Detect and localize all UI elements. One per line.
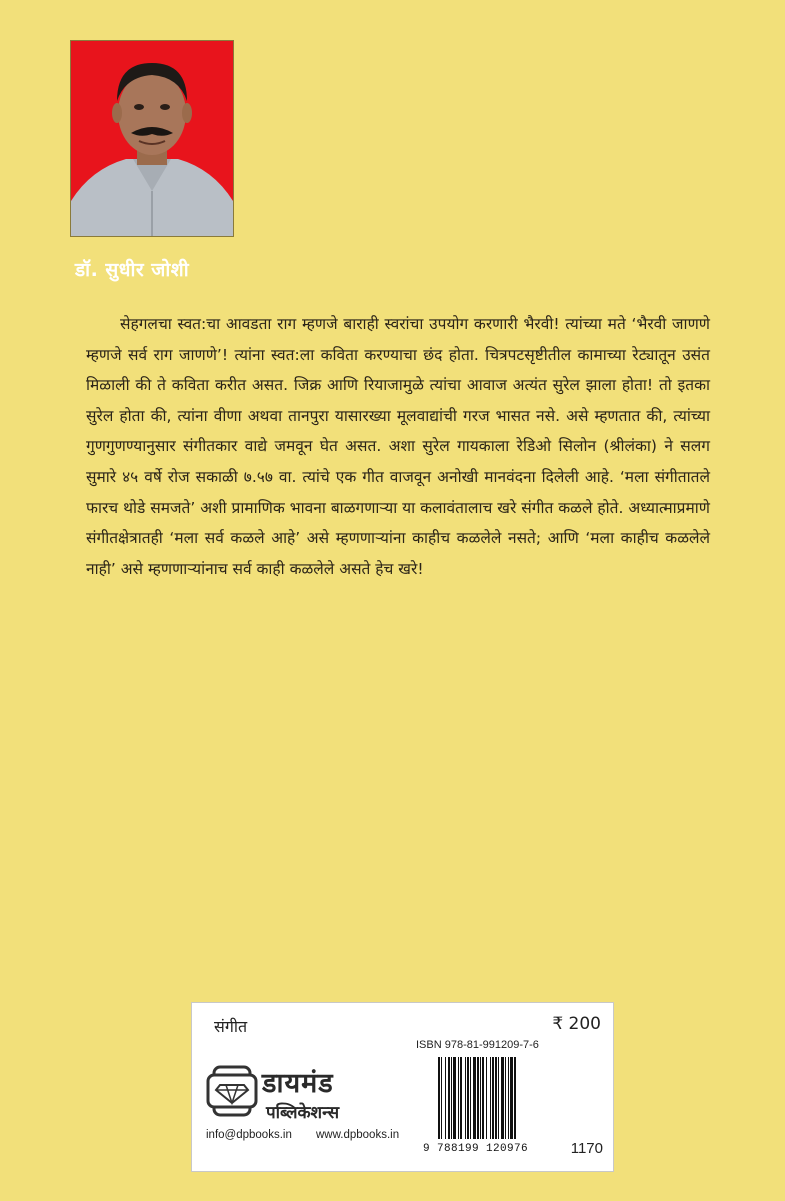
book-code: 1170 [570, 1140, 603, 1157]
isbn-barcode [436, 1055, 548, 1141]
info-box [191, 1002, 614, 1172]
isbn-label: ISBN 978-81-991209-7-6 [416, 1039, 539, 1051]
back-cover-blurb [86, 309, 710, 584]
category-label: संगीत [214, 1017, 248, 1036]
publisher-website: www.dpbooks.in [316, 1129, 400, 1141]
publisher-name-line2: पब्लिकेशन्स [266, 1103, 340, 1123]
author-photo [70, 40, 234, 237]
price-label: ₹ 200 [552, 1014, 601, 1034]
publisher-email: info@dpbooks.in [206, 1129, 292, 1141]
author-name: डॉ. सुधीर जोशी [75, 259, 190, 281]
blurb-paragraph: सेहगलचा स्वत:चा आवडता राग म्हणजे बाराही स्वरांचा उपयोग करणारी भैरवी! त्यांच्या मते ‘भैरवी जाणणे म्हणजे सर्व राग जाणणे’! त्यांना स्वत:ला कविता करण्याचा छंद होता. चित्रपटसृष्टीतील कामाच्या रेट्यातून उसंत मिळाली की ते कविता करीत असत. जिक्र आणि रियाजामुळे त्यांचा आवाज अत्यंत सुरेल झाला होता! तो इतका सुरेल होता की, त्यांना वीणा अथवा तानपुरा यासारख्या मूलवाद्यांची गरज भासत नसे. असे म्हणतात की, त्यांच्या गुणगुणण्यानुसार संगीतकार वाद्ये जमवून घेत असत. अशा सुरेल गायकाला रेडिओ सिलोन (श्रीलंका) ने सलग सुमारे ४५ वर्षे रोज सकाळी ७.५७ वा. त्यांचे एक गीत वाजवून अनोखी मानवंदना दिलेली आहे. ‘मला संगीतातले फारच थोडे समजते’ अशी प्रामाणिक भावना बाळगणाऱ्या या कलावंतालाच खरे संगीत कळले होते. अध्यात्माप्रमाणे संगीतक्षेत्रातही ‘मला सर्व कळले आहे’ असे म्हणणाऱ्यांना काहीच कळलेले नसते; आणि ‘मला काहीच कळलेले नाही’ असे म्हणणाऱ्यांनाच सर्व काही कळलेले असते हेच खरे! [86, 315, 710, 578]
barcode-digits: 9 788199 120976 [423, 1143, 529, 1155]
diamond-logo-icon [206, 1065, 258, 1121]
publisher-name-line1: डायमंड [262, 1068, 334, 1099]
